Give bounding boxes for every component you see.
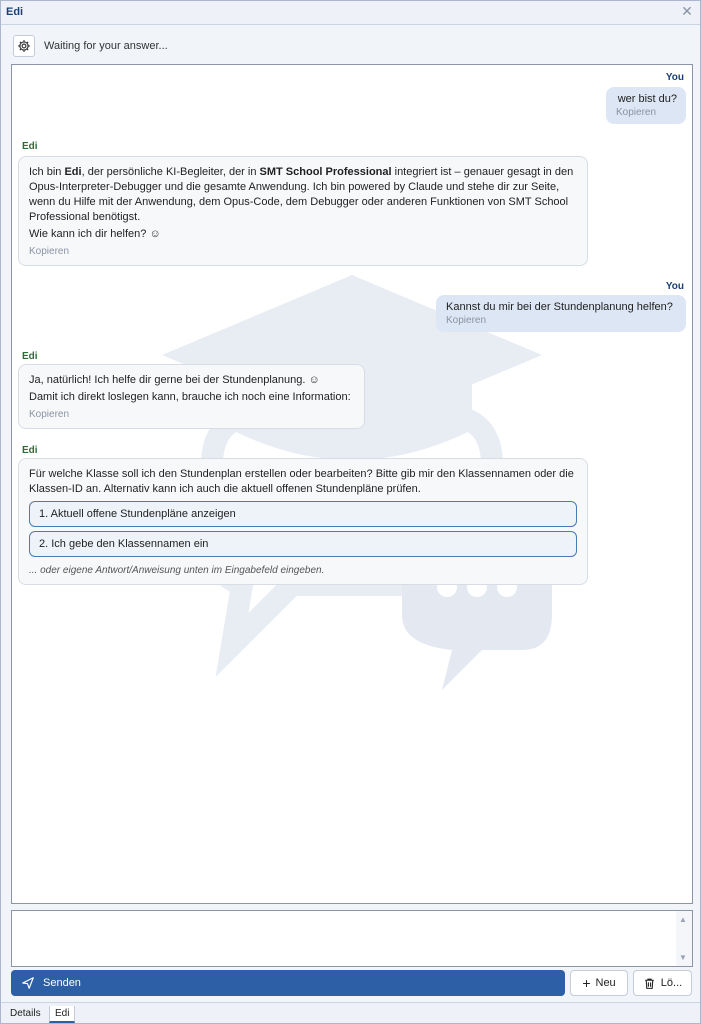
new-label: Neu: [595, 977, 616, 989]
sender-label-edi: Edi: [22, 351, 38, 362]
status-text: Waiting for your answer...: [44, 40, 168, 52]
message-text: wer bist du?: [617, 93, 677, 105]
sender-label-you: You: [665, 281, 684, 292]
send-label: Senden: [43, 977, 81, 989]
user-message-bubble: [606, 87, 686, 124]
tab-details[interactable]: Details: [10, 1008, 41, 1019]
message-paragraph: [29, 165, 577, 225]
sender-label-edi: Edi: [22, 445, 38, 456]
copy-link[interactable]: Kopieren: [29, 246, 70, 257]
scroll-down-icon[interactable]: ▼: [679, 953, 687, 962]
message-input-container: [11, 910, 693, 967]
input-scrollbar[interactable]: [676, 911, 692, 966]
message-paragraph: Für welche Klasse soll ich den Stundenplan erstellen oder bearbeiten? Bitte gib mir den Klassennamen oder die Klassen-ID an. Alternativ kann ich auch die aktuell offenen Stundenpläne prüfen.: [29, 468, 574, 495]
gear-icon: [17, 39, 31, 53]
assistant-message-bubble: [18, 156, 588, 266]
send-icon: [21, 976, 35, 990]
sender-label-you: You: [665, 72, 684, 83]
trash-icon: [643, 977, 656, 990]
new-chat-button[interactable]: [570, 970, 628, 996]
answer-hint: ... oder eigene Antwort/Anweisung unten im Eingabefeld eingeben.: [29, 565, 325, 576]
message-paragraph: Ja, natürlich! Ich helfe dir gerne bei der Stundenplanung. ☺: [29, 374, 320, 386]
user-message-bubble: [436, 295, 686, 332]
plus-icon: +: [582, 975, 591, 991]
copy-link[interactable]: Kopieren: [29, 409, 70, 420]
message-paragraph: Damit ich direkt loslegen kann, brauche ich noch eine Information:: [29, 391, 351, 403]
text-fragment: integriert ist – genauer gesagt in den Opus-Interpreter-Debugger und die gesamte Anwendung. Ich bin powered by Claude und stehe dir zur Seite, wenn du Hilfe mit der Anwendung, dem Opus-Code, dem Debugger oder anderen Funktionen von SMT School Professional benötigst.: [29, 166, 574, 223]
message-paragraph: Wie kann ich dir helfen? ☺: [29, 228, 161, 240]
copy-link[interactable]: Kopieren: [446, 315, 487, 326]
bold-fragment: Edi: [64, 166, 82, 178]
window-title: Edi: [6, 6, 24, 18]
copy-link[interactable]: Kopieren: [616, 107, 657, 118]
choice-button-enter-class-name[interactable]: 2. Ich gebe den Klassennamen ein: [29, 531, 577, 557]
assistant-message-bubble: [18, 364, 365, 429]
bottom-tab-bar: [1, 1002, 700, 1023]
bold-fragment: SMT School Professional: [259, 166, 392, 178]
status-bar: [1, 26, 700, 64]
sender-label-edi: Edi: [22, 141, 38, 152]
delete-chat-button[interactable]: [633, 970, 692, 996]
assistant-question-bubble: [18, 458, 588, 585]
message-input[interactable]: [12, 911, 676, 966]
message-text: Kannst du mir bei der Stundenplanung helfen?: [446, 301, 673, 313]
scroll-up-icon[interactable]: ▲: [679, 915, 687, 924]
tab-edi[interactable]: Edi: [49, 1006, 75, 1023]
delete-label: Lö...: [660, 977, 683, 989]
title-bar: [1, 1, 700, 25]
text-fragment: Ich bin: [29, 166, 65, 178]
text-fragment: , der persönliche KI-Begleiter, der in: [81, 166, 260, 178]
settings-button[interactable]: [13, 35, 35, 57]
chat-area[interactable]: [11, 64, 693, 904]
choice-button-show-open-plans[interactable]: 1. Aktuell offene Stundenpläne anzeigen: [29, 501, 577, 527]
close-icon[interactable]: ✕: [681, 3, 693, 19]
send-button[interactable]: [11, 970, 565, 996]
